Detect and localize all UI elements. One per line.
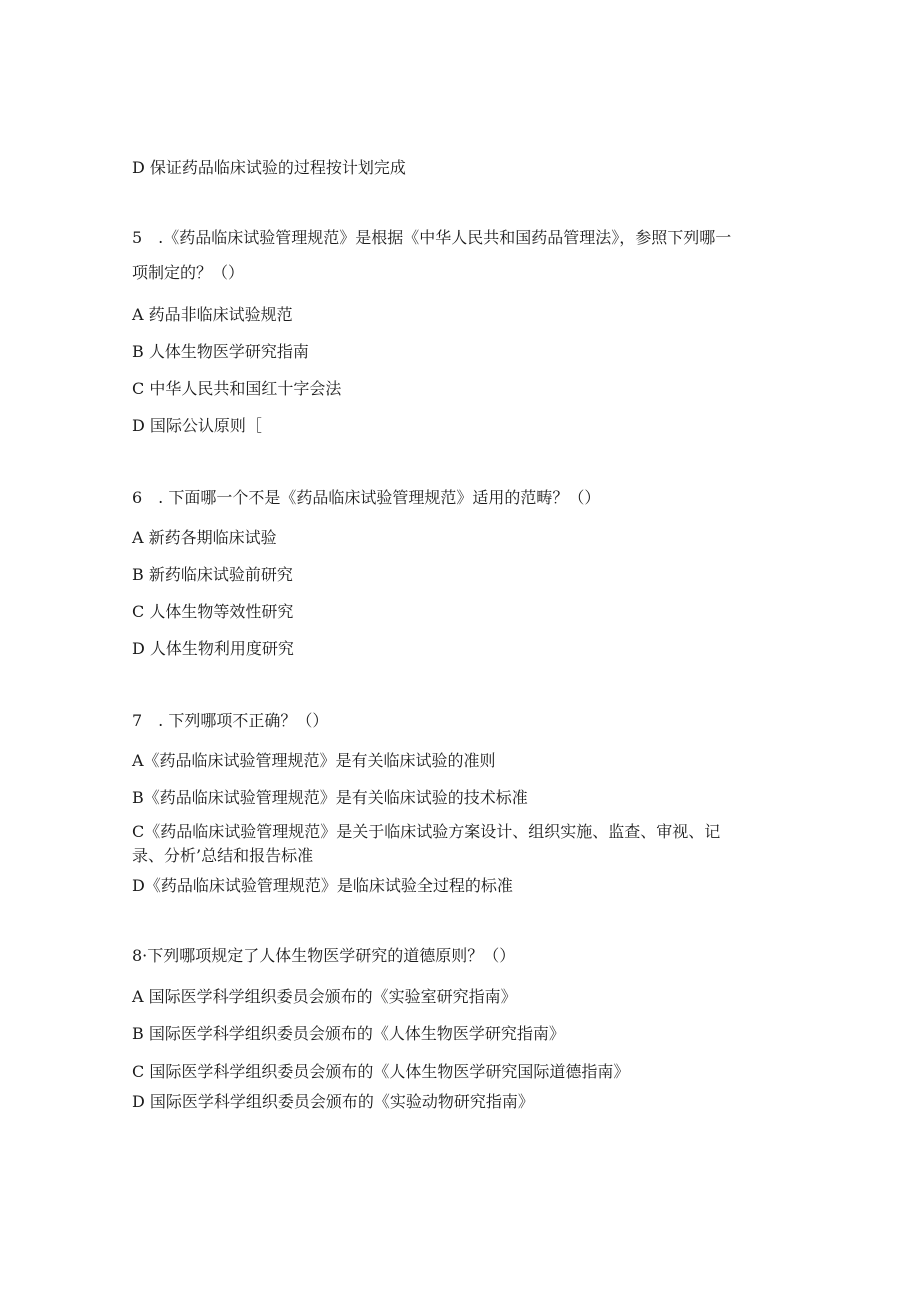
question-8-option-c: C 国际医学科学组织委员会颁布的《人体生物医学研究国际道德指南》 <box>132 1062 630 1081</box>
question-5-stem-line-2: 项制定的？（） <box>132 263 245 282</box>
question-7-option-b: B《药品临床试验管理规范》是有关临床试验的技术标准 <box>132 788 528 807</box>
question-6-option-d: D 人体生物利用度研究 <box>132 639 294 658</box>
question-5-option-d: D 国际公认原则［ <box>132 416 262 435</box>
question-8-option-b: B 国际医学科学组织委员会颁布的《人体生物医学研究指南》 <box>132 1024 565 1043</box>
question-6-option-b: B 新药临床试验前研究 <box>132 565 293 584</box>
question-8-option-d: D 国际医学科学组织委员会颁布的《实验动物研究指南》 <box>132 1092 534 1111</box>
prev-question-option-d: D 保证药品临床试验的过程按计划完成 <box>132 158 406 177</box>
question-7-option-c-line-2: 录、分析’总结和报告标准 <box>132 846 314 865</box>
question-6-option-a: A 新药各期临床试验 <box>132 528 277 547</box>
question-8-stem: 8·下列哪项规定了人体生物医学研究的道德原则？（） <box>132 946 516 965</box>
question-5-option-b: B 人体生物医学研究指南 <box>132 342 309 361</box>
question-7-option-c-line-1: C《药品临床试验管理规范》是关于临床试验方案设计、组织实施、监查、审视、记 <box>132 822 721 841</box>
question-6-stem: 6 . 下面哪一个不是《药品临床试验管理规范》适用的范畴？（） <box>132 488 601 507</box>
question-5-option-a: A 药品非临床试验规范 <box>132 305 293 324</box>
question-8-option-a: A 国际医学科学组织委员会颁布的《实验室研究指南》 <box>132 987 517 1006</box>
question-7-option-d: D《药品临床试验管理规范》是临床试验全过程的标准 <box>132 876 513 895</box>
question-5-stem-line-1: 5 .《药品临床试验管理规范》是根据《中华人民共和国药品管理法》，参照下列哪一 <box>132 228 732 247</box>
question-7-stem: 7 . 下列哪项不正确？（） <box>132 711 329 730</box>
question-6-option-c: C 人体生物等效性研究 <box>132 602 294 621</box>
question-5-option-c: C 中华人民共和国红十字会法 <box>132 379 342 398</box>
question-7-option-a: A《药品临床试验管理规范》是有关临床试验的准则 <box>132 751 496 770</box>
